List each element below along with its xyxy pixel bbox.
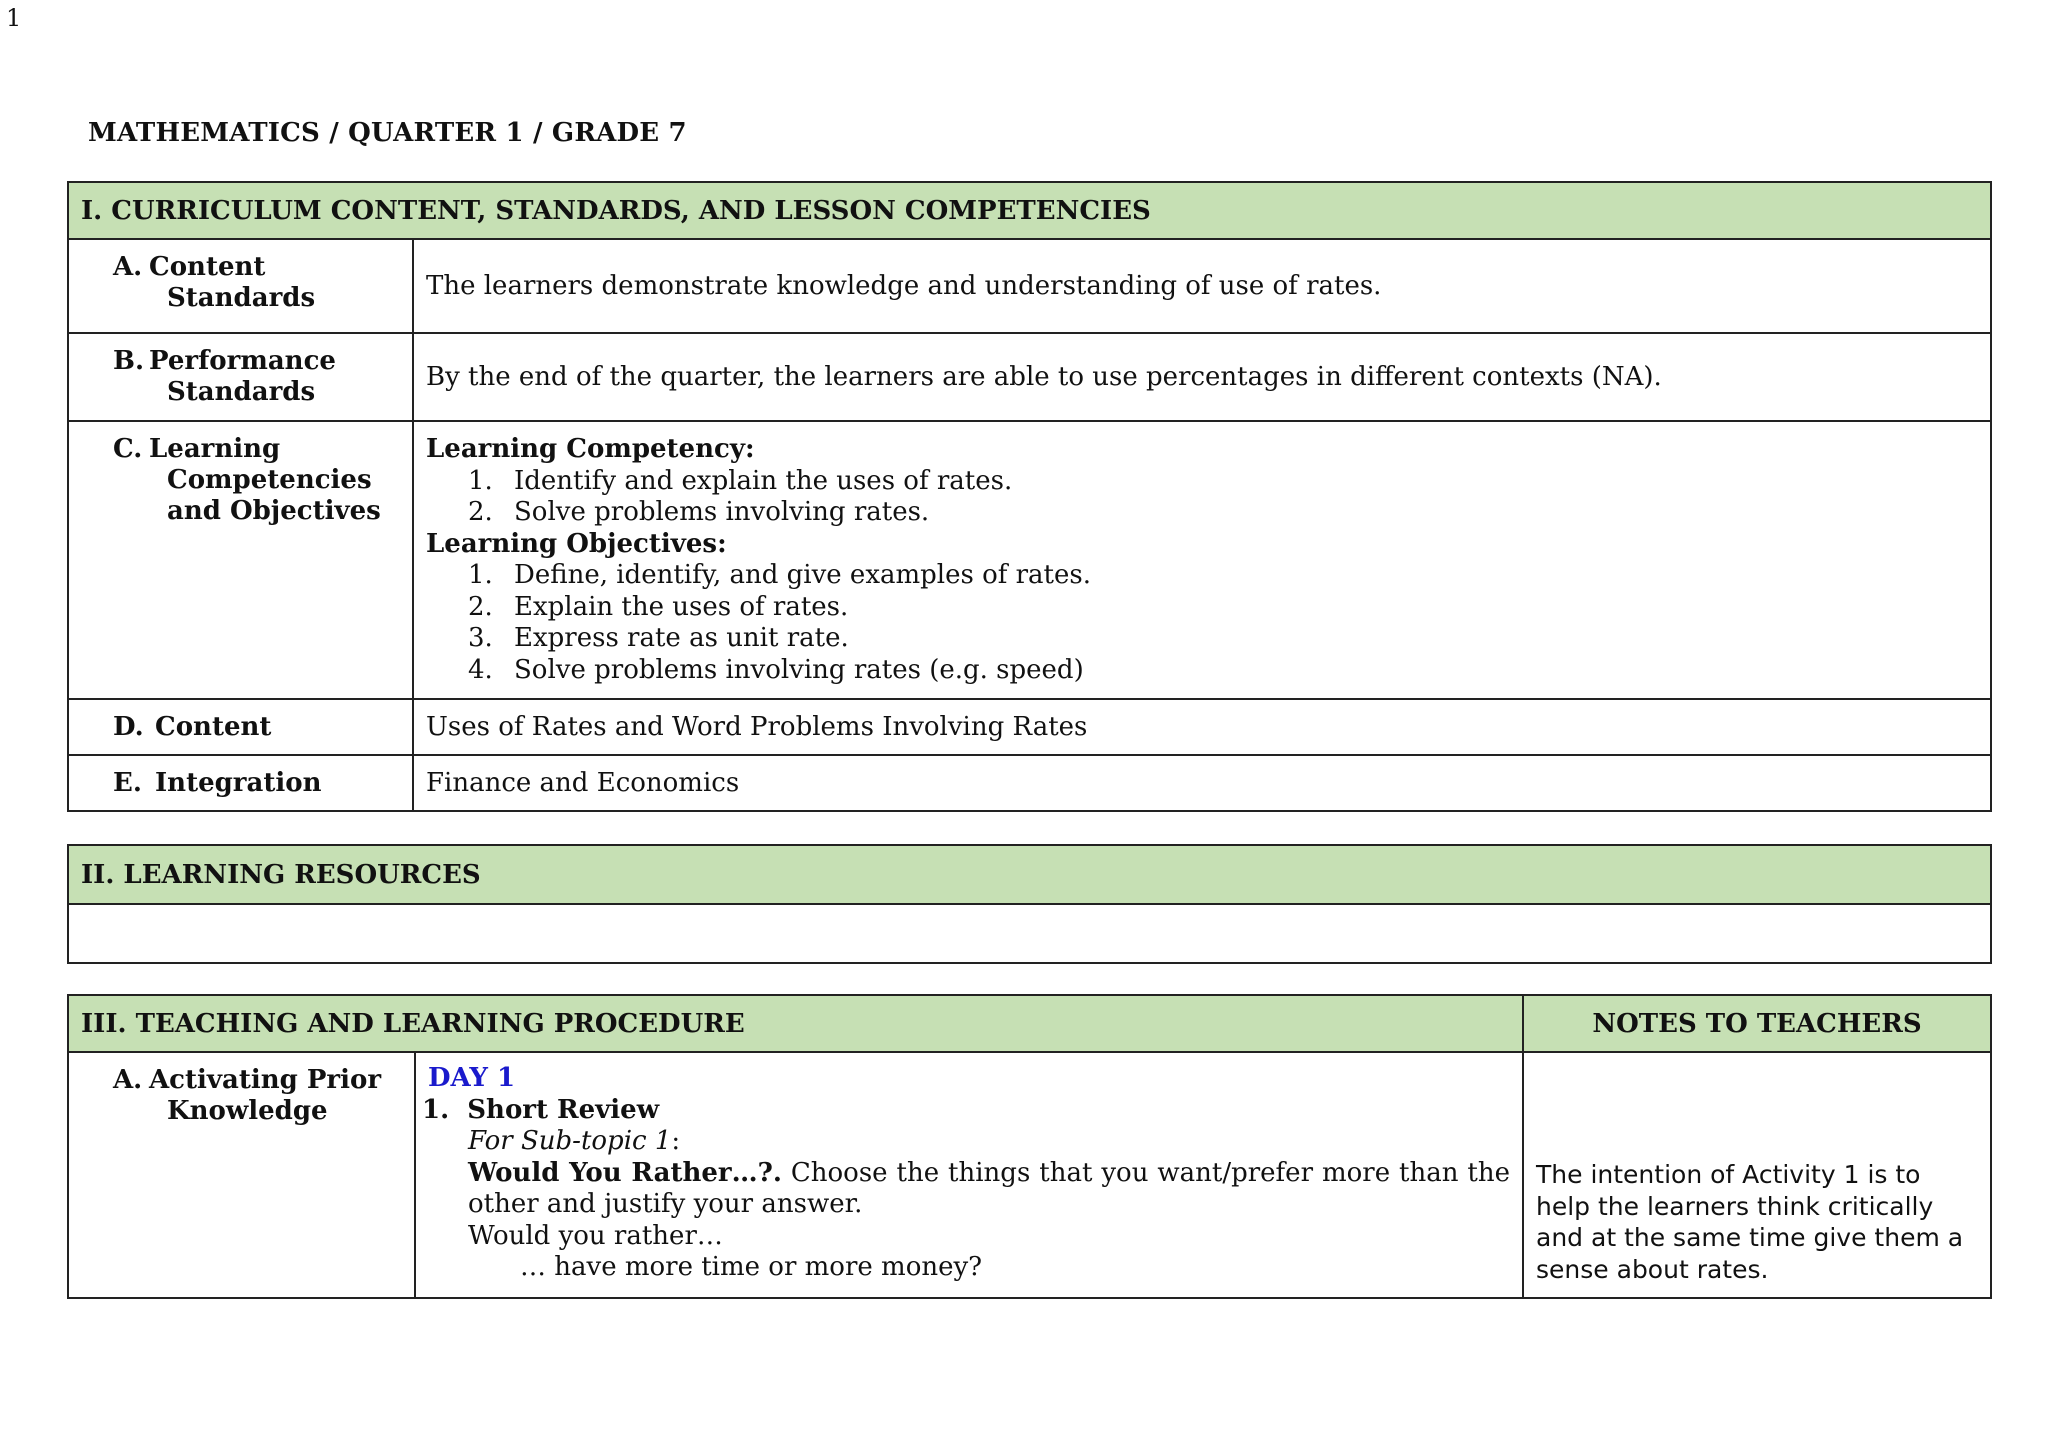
objectives-list xyxy=(426,560,1978,686)
list-item: 1. Identify and explain the uses of rates. xyxy=(468,465,1013,496)
document-header: MATHEMATICS / QUARTER 1 / GRADE 7 xyxy=(88,118,687,148)
competencies-cell xyxy=(413,421,1991,699)
notes-to-teachers-title: NOTES TO TEACHERS xyxy=(1523,995,1991,1052)
row-content xyxy=(68,699,1991,755)
competency-heading: Learning Competency: xyxy=(426,434,755,464)
row-content-standards xyxy=(68,239,1991,333)
label-activating-prior-knowledge: A. Activating Prior Knowledge xyxy=(68,1052,415,1298)
page-number: 1 xyxy=(6,4,22,32)
label-integration: E. Integration xyxy=(68,755,413,811)
row-learning-competencies xyxy=(68,421,1991,699)
day-label: DAY 1 xyxy=(428,1063,516,1093)
learning-resources-table xyxy=(67,844,1992,964)
row-activating-prior-knowledge xyxy=(68,1052,1991,1298)
list-item: 1. Define, identify, and give examples of rates. xyxy=(468,560,1092,590)
procedure-cell xyxy=(415,1052,1523,1298)
section-3-title: III. TEACHING AND LEARNING PROCEDURE xyxy=(68,995,1523,1052)
competency-list xyxy=(426,466,1978,529)
activity-prompt: Would you rather… xyxy=(468,1220,723,1251)
teacher-note: The intention of Activity 1 is to help the learners think critically and at the same time give them a sense about rates. xyxy=(1523,1052,1991,1298)
subtopic-label: For Sub-topic 1: xyxy=(468,1126,681,1156)
learning-resources-content xyxy=(68,904,1991,963)
curriculum-table xyxy=(67,181,1992,812)
procedure-table xyxy=(67,994,1992,1299)
section-2-title: II. LEARNING RESOURCES xyxy=(68,845,1991,904)
label-learning-competencies: C. Learning Competencies and Objectives xyxy=(68,421,413,699)
row-performance-standards xyxy=(68,333,1991,421)
activity-option: … have more time or more money? xyxy=(520,1252,983,1282)
label-performance-standards: B. Performance Standards xyxy=(68,333,413,421)
row-integration xyxy=(68,755,1991,811)
label-content: D. Content xyxy=(68,699,413,755)
list-item: 3. Express rate as unit rate. xyxy=(468,623,849,653)
item-heading: 1. Short Review xyxy=(422,1094,660,1125)
integration-text: Finance and Economics xyxy=(413,755,1991,811)
content-text: Uses of Rates and Word Problems Involving Rates xyxy=(413,699,1991,755)
list-item: 2. Explain the uses of rates. xyxy=(468,591,849,622)
objectives-heading: Learning Objectives: xyxy=(426,528,727,559)
section-1-title: I. CURRICULUM CONTENT, STANDARDS, AND LESSON COMPETENCIES xyxy=(68,182,1991,239)
list-item: 4. Solve problems involving rates (e.g. speed) xyxy=(468,654,1084,685)
label-content-standards: A. Content Standards xyxy=(68,239,413,333)
activity-description: Would You Rather…?. Choose the things that you want/prefer more than the other and justify your answer. xyxy=(468,1157,1511,1219)
performance-standards-text: By the end of the quarter, the learners are able to use percentages in different contexts (NA). xyxy=(413,333,1991,421)
list-item: 2. Solve problems involving rates. xyxy=(468,497,930,527)
content-standards-text: The learners demonstrate knowledge and understanding of use of rates. xyxy=(413,239,1991,333)
